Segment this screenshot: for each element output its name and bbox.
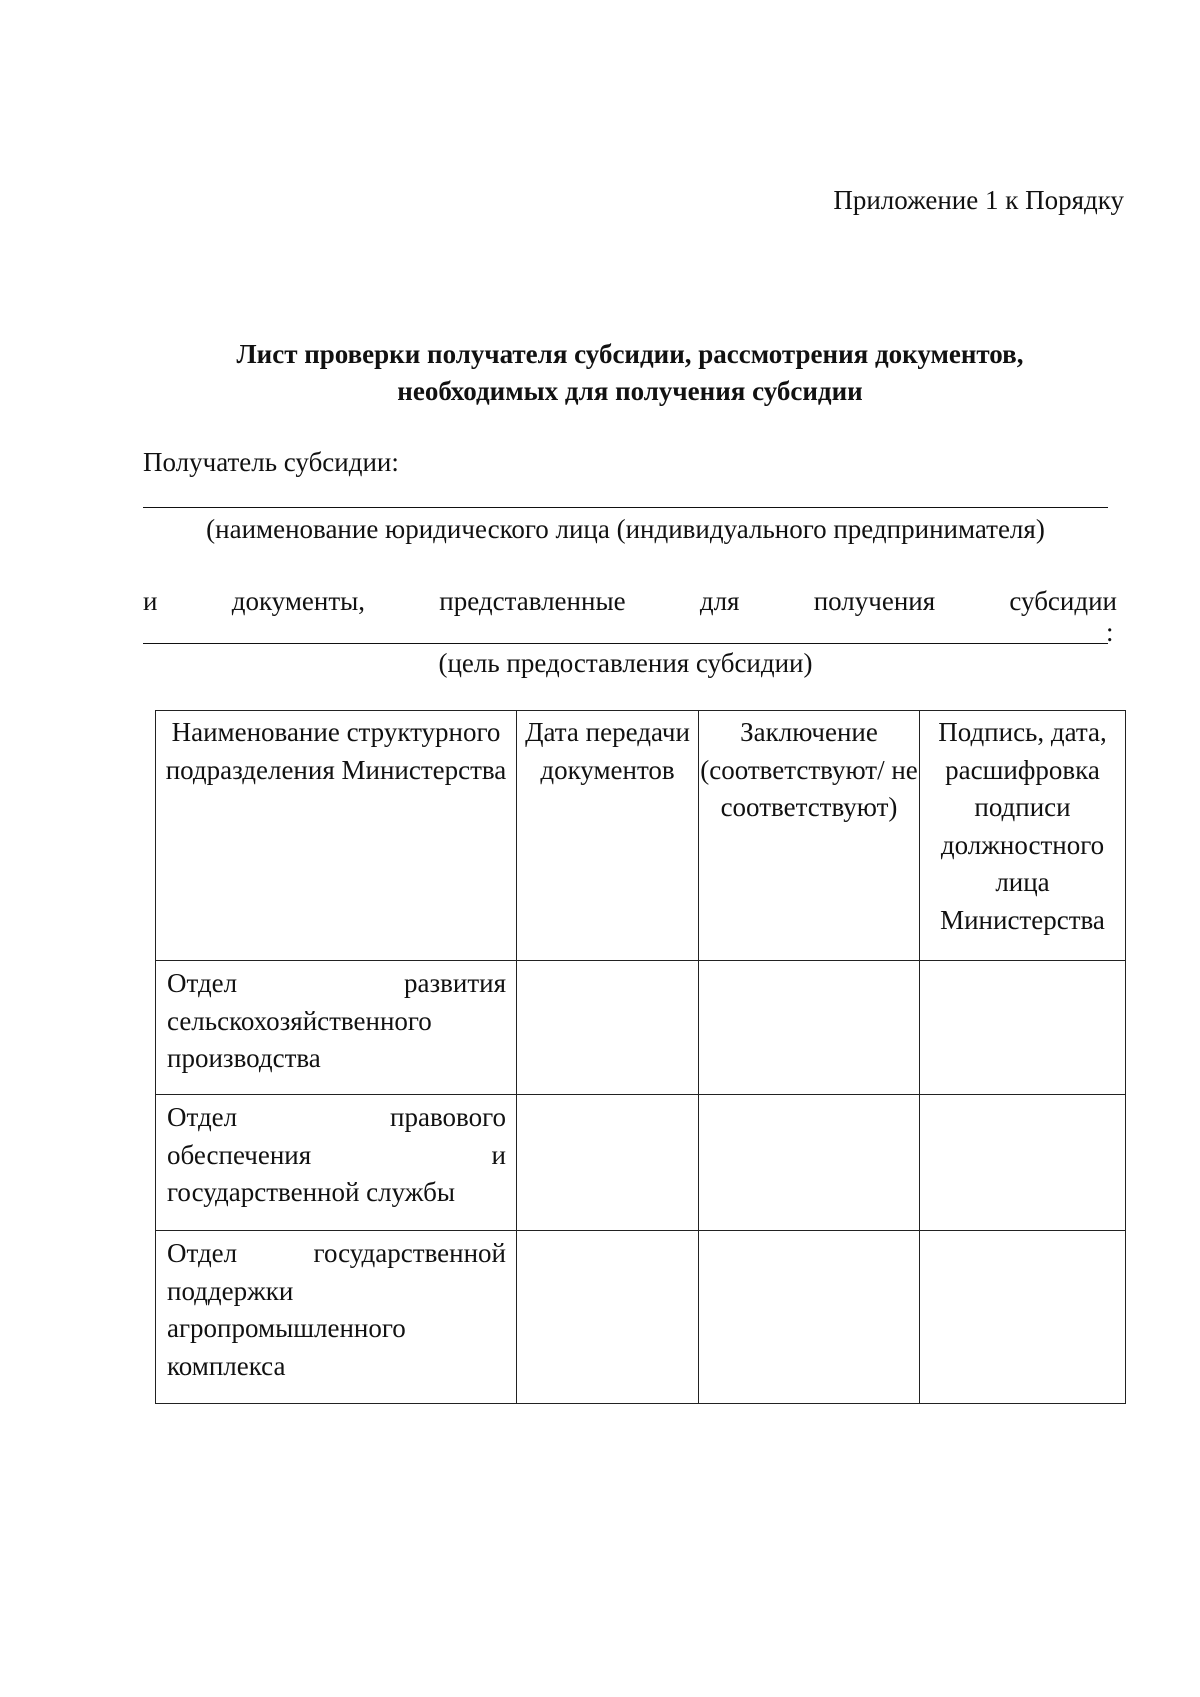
recipient-fill-line[interactable] xyxy=(143,507,1108,508)
transfer-date-cell[interactable] xyxy=(517,1095,699,1231)
conclusion-cell[interactable] xyxy=(699,961,920,1095)
department-cell: Отдел развития сельскохозяйственного производства xyxy=(156,961,517,1095)
transfer-date-cell[interactable] xyxy=(517,961,699,1095)
table-row xyxy=(156,1095,1126,1231)
table-row xyxy=(156,961,1126,1095)
header-signature: Подпись, дата, расшифровка подписи должностного лица Министерства xyxy=(920,711,1126,961)
documents-line xyxy=(143,584,1117,618)
purpose-fill-line[interactable] xyxy=(143,643,1108,644)
conclusion-cell[interactable] xyxy=(699,1095,920,1231)
purpose-colon: : xyxy=(1106,617,1114,647)
documents-word: для xyxy=(699,586,740,616)
recipient-label: Получатель субсидии: xyxy=(143,447,399,477)
table-header-row xyxy=(156,711,1126,961)
documents-word: получения xyxy=(813,586,936,616)
purpose-caption: (цель предоставления субсидии) xyxy=(438,648,813,678)
header-conclusion: Заключение (соответствуют/ не соответствуют) xyxy=(699,711,920,961)
signature-cell[interactable] xyxy=(920,1231,1126,1404)
signature-cell[interactable] xyxy=(920,961,1126,1095)
documents-word: субсидии xyxy=(1009,586,1117,616)
document-title xyxy=(145,336,1115,410)
header-transfer-date: Дата передачи документов xyxy=(517,711,699,961)
documents-word: и xyxy=(143,586,158,616)
appendix-note: Приложение 1 к Порядку xyxy=(833,185,1124,215)
document-title-line-2: необходимых для получения субсидии xyxy=(397,376,863,406)
check-table xyxy=(155,710,1126,1404)
header-department: Наименование структурного подразделения Министерства xyxy=(156,711,517,961)
documents-word: представленные xyxy=(439,586,626,616)
documents-word: документы, xyxy=(231,586,366,616)
recipient-caption: (наименование юридического лица (индивидуального предпринимателя) xyxy=(206,514,1045,544)
document-title-line-1: Лист проверки получателя субсидии, рассмотрения документов, xyxy=(236,339,1024,369)
department-cell: Отдел правового обеспечения и государственной службы xyxy=(156,1095,517,1231)
transfer-date-cell[interactable] xyxy=(517,1231,699,1404)
conclusion-cell[interactable] xyxy=(699,1231,920,1404)
table-row xyxy=(156,1231,1126,1404)
department-cell: Отдел государственной поддержки агропромышленного комплекса xyxy=(156,1231,517,1404)
signature-cell[interactable] xyxy=(920,1095,1126,1231)
